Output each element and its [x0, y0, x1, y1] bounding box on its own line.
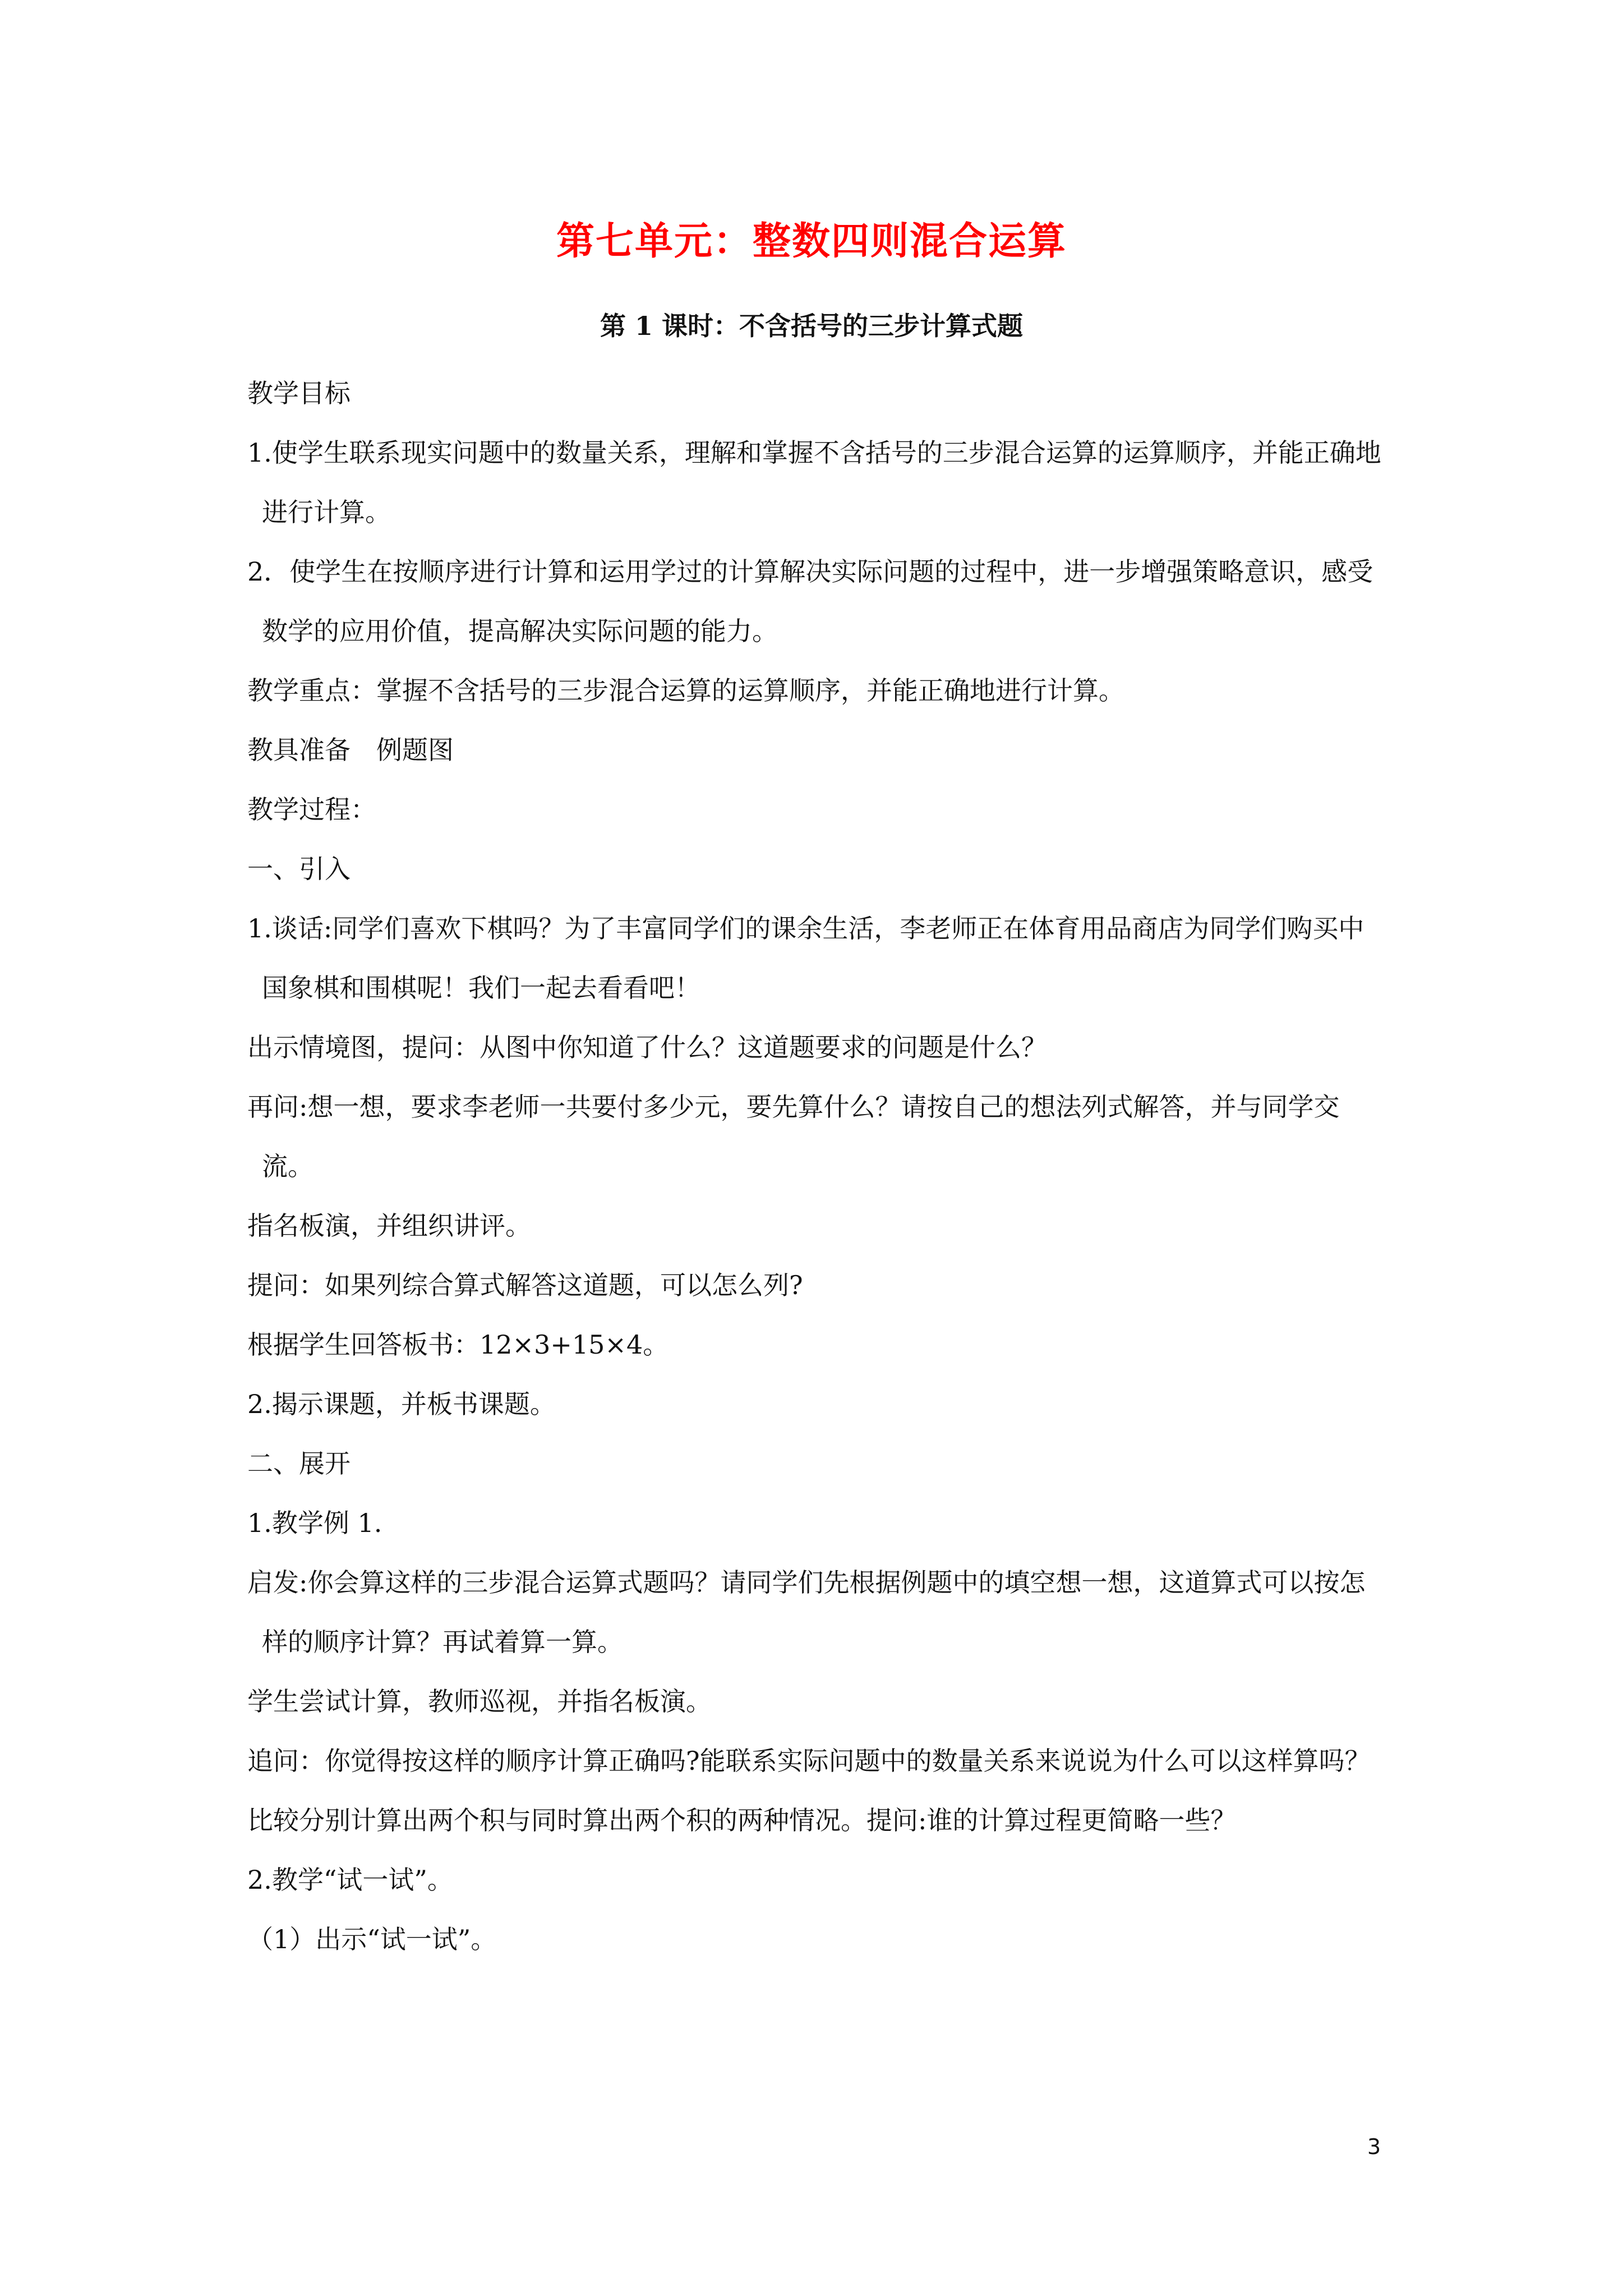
objective-1: 1.使学生联系现实问题中的数量关系，理解和掌握不含括号的三步混合运算的运算顺序，并能正确地进行计算。	[247, 438, 1381, 527]
objective-2: 2．使学生在按顺序进行计算和运用学过的计算解决实际问题的过程中，进一步增强策略意识，感受数学的应用价值，提高解决实际问题的能力。	[247, 556, 1373, 646]
paragraph: 提问：如果列综合算式解答这道题，可以怎么列?	[247, 1270, 803, 1300]
teaching-aids: 教具准备 例题图	[247, 735, 454, 765]
lesson-subtitle: 第 1 课时：不含括号的三步计算式题	[600, 311, 1023, 341]
paragraph: 再问:想一想，要求李老师一共要付多少元，要先算什么？请按自己的想法列式解答，并与同学交流。	[247, 1092, 1340, 1181]
paragraph: 指名板演，并组织讲评。	[247, 1211, 531, 1241]
page-number: 3	[1367, 2134, 1381, 2159]
paragraph: 2.揭示课题，并板书课题。	[247, 1389, 556, 1419]
page-title: 第七单元：整数四则混合运算	[556, 219, 1067, 264]
paragraph: （1）出示“试一试”。	[247, 1924, 497, 1954]
part-heading-intro: 一、引入	[247, 854, 351, 884]
paragraph: 2.教学“试一试”。	[247, 1865, 453, 1895]
paragraph: 启发:你会算这样的三步混合运算式题吗？请同学们先根据例题中的填空想一想，这道算式可以按怎样的顺序计算？再试着算一算。	[247, 1567, 1366, 1657]
paragraph: 1.教学例 1.	[247, 1508, 382, 1538]
paragraph: 学生尝试计算，教师巡视，并指名板演。	[247, 1686, 712, 1717]
paragraph: 出示情境图，提问：从图中你知道了什么？这道题要求的问题是什么？	[247, 1032, 1047, 1062]
paragraph: 1.谈话:同学们喜欢下棋吗？为了丰富同学们的课余生活，李老师正在体育用品商店为同学们购买中国象棋和围棋呢！我们一起去看看吧！	[247, 913, 1364, 1003]
paragraph: 比较分别计算出两个积与同时算出两个积的两种情况。提问:谁的计算过程更简略一些？	[247, 1805, 1237, 1835]
section-heading-objectives: 教学目标	[247, 378, 351, 408]
paragraph: 根据学生回答板书：12×3+15×4。	[247, 1329, 669, 1360]
body-text	[247, 364, 1386, 1969]
part-heading-expand: 二、展开	[247, 1448, 351, 1479]
paragraph: 追问：你觉得按这样的顺序计算正确吗?能联系实际问题中的数量关系来说说为什么可以这样算吗？	[247, 1746, 1371, 1776]
teaching-focus: 教学重点：掌握不含括号的三步混合运算的运算顺序，并能正确地进行计算。	[247, 675, 1124, 706]
section-heading-process: 教学过程：	[247, 794, 376, 825]
